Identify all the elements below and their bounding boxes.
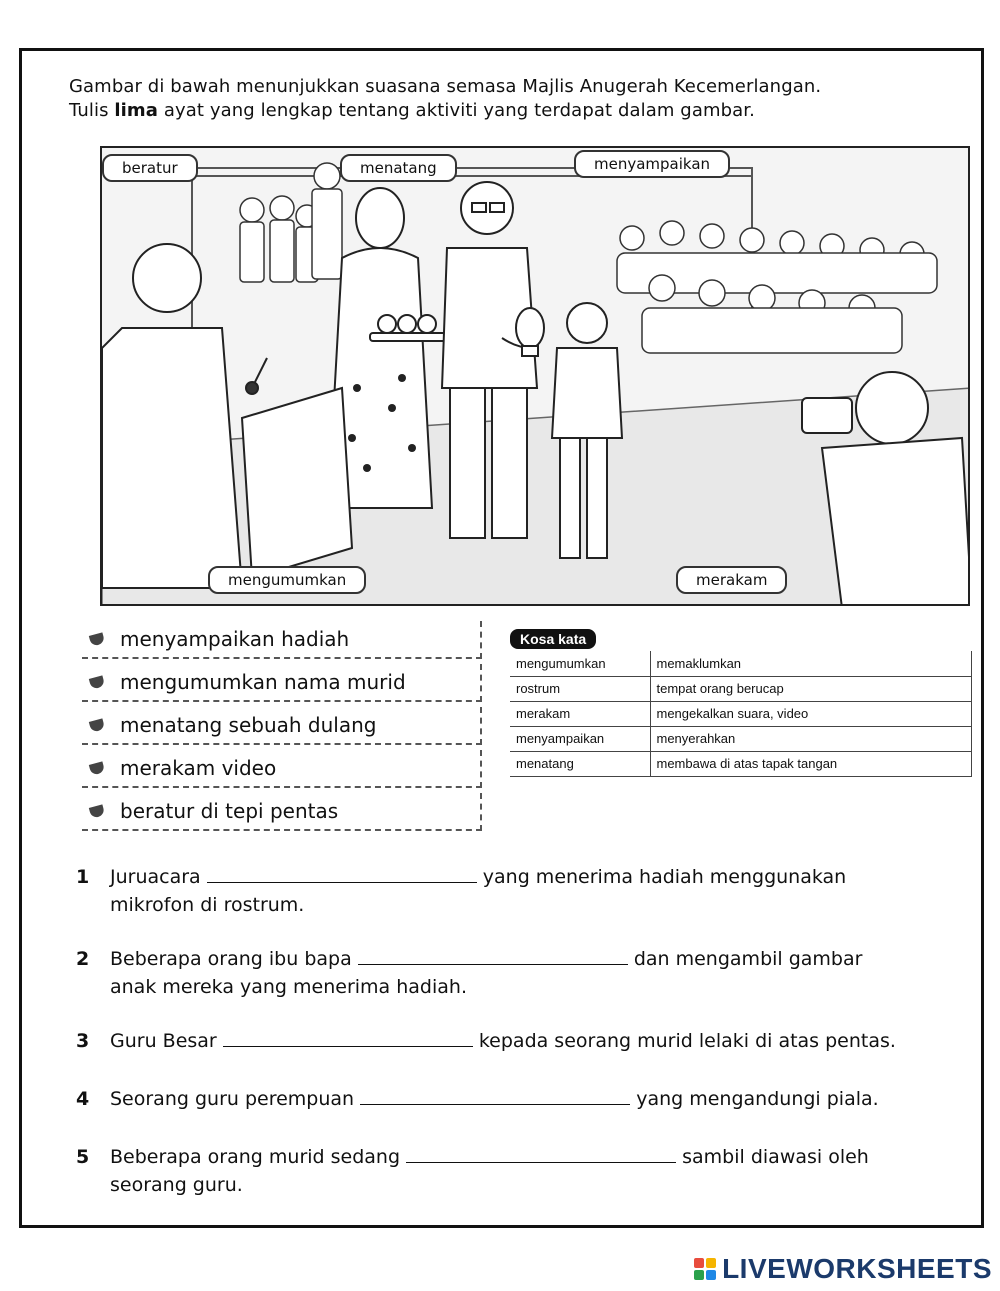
worksheet-frame bbox=[19, 48, 984, 1228]
question-3 bbox=[76, 1027, 976, 1055]
word-text: mengumumkan nama murid bbox=[120, 670, 406, 694]
question-text: Beberapa orang murid sedang bbox=[110, 1146, 401, 1168]
brand-name: LIVEWORKSHEETS bbox=[722, 1253, 992, 1284]
question-text: seorang guru. bbox=[110, 1174, 243, 1196]
instruction-text: Tulis bbox=[69, 100, 115, 121]
vocabulary-table bbox=[510, 651, 972, 777]
question-text: Beberapa orang ibu bapa bbox=[110, 948, 352, 970]
question-text: yang menerima hadiah menggunakan bbox=[482, 866, 847, 888]
answer-blank-2[interactable] bbox=[358, 945, 628, 965]
question-5 bbox=[76, 1143, 976, 1199]
logo-square bbox=[706, 1258, 716, 1268]
word-text: merakam video bbox=[120, 756, 277, 780]
question-text: Seorang guru perempuan bbox=[110, 1088, 355, 1110]
question-number: 5 bbox=[76, 1146, 90, 1168]
word-list-item bbox=[82, 707, 482, 745]
illustration-label-menatang: menatang bbox=[340, 154, 457, 182]
word-list-item bbox=[82, 664, 482, 702]
table-row bbox=[510, 751, 972, 776]
vocabulary-title: Kosa kata bbox=[510, 629, 596, 649]
question-number: 3 bbox=[76, 1030, 90, 1052]
vocabulary-term: merakam bbox=[510, 701, 650, 726]
instruction-emphasis: lima bbox=[114, 100, 159, 121]
illustration-label-beratur: beratur bbox=[102, 154, 198, 182]
instructions bbox=[69, 75, 969, 123]
bullet-icon bbox=[89, 761, 105, 775]
vocabulary-definition: membawa di atas tapak tangan bbox=[650, 751, 972, 776]
question-4 bbox=[76, 1085, 976, 1113]
answer-blank-3[interactable] bbox=[223, 1027, 473, 1047]
question-1 bbox=[76, 863, 976, 919]
answer-blank-5[interactable] bbox=[406, 1143, 676, 1163]
instruction-line-1: Gambar di bawah menunjukkan suasana semasa Majlis Anugerah Kecemerlangan. bbox=[69, 76, 822, 97]
instruction-text: ayat yang lengkap tentang aktiviti yang terdapat dalam gambar. bbox=[158, 100, 755, 121]
illustration-label-mengumumkan: mengumumkan bbox=[208, 566, 366, 594]
word-list-item bbox=[82, 750, 482, 788]
bullet-icon bbox=[89, 718, 105, 732]
question-text: kepada seorang murid lelaki di atas pentas. bbox=[478, 1030, 896, 1052]
word-list-item bbox=[82, 793, 482, 831]
vocabulary-box bbox=[510, 629, 972, 777]
vocabulary-term: rostrum bbox=[510, 676, 650, 701]
answer-blank-1[interactable] bbox=[207, 863, 477, 883]
table-row bbox=[510, 726, 972, 751]
ceremony-illustration bbox=[100, 146, 970, 606]
table-row bbox=[510, 676, 972, 701]
question-text: mikrofon di rostrum. bbox=[110, 894, 305, 916]
instruction-line-2 bbox=[69, 99, 969, 123]
question-text: Juruacara bbox=[110, 866, 201, 888]
liveworksheets-logo-icon bbox=[694, 1258, 716, 1280]
bullet-icon bbox=[89, 632, 105, 646]
question-text: Guru Besar bbox=[110, 1030, 217, 1052]
illustration-label-menyampaikan: menyampaikan bbox=[574, 150, 730, 178]
logo-square bbox=[706, 1270, 716, 1280]
liveworksheets-brand[interactable] bbox=[694, 1253, 992, 1285]
question-list bbox=[76, 863, 976, 1199]
question-text: dan mengambil gambar bbox=[633, 948, 863, 970]
vocabulary-definition: mengekalkan suara, video bbox=[650, 701, 972, 726]
vocabulary-term: menatang bbox=[510, 751, 650, 776]
vocabulary-term: menyampaikan bbox=[510, 726, 650, 751]
question-2 bbox=[76, 945, 976, 1001]
answer-blank-4[interactable] bbox=[360, 1085, 630, 1105]
vocabulary-definition: menyerahkan bbox=[650, 726, 972, 751]
bullet-icon bbox=[89, 675, 105, 689]
logo-square bbox=[694, 1270, 704, 1280]
question-text: yang mengandungi piala. bbox=[636, 1088, 879, 1110]
question-number: 2 bbox=[76, 948, 90, 970]
question-text: anak mereka yang menerima hadiah. bbox=[110, 976, 467, 998]
question-number: 1 bbox=[76, 866, 90, 888]
vocabulary-definition: tempat orang berucap bbox=[650, 676, 972, 701]
bullet-icon bbox=[89, 804, 105, 818]
vocabulary-definition: memaklumkan bbox=[650, 651, 972, 676]
question-number: 4 bbox=[76, 1088, 90, 1110]
word-text: menyampaikan hadiah bbox=[120, 627, 350, 651]
vocabulary-term: mengumumkan bbox=[510, 651, 650, 676]
question-text: sambil diawasi oleh bbox=[682, 1146, 869, 1168]
ceremony-scene-drawing bbox=[102, 148, 970, 606]
word-list-item bbox=[82, 621, 482, 659]
table-row bbox=[510, 701, 972, 726]
logo-square bbox=[694, 1258, 704, 1268]
illustration-label-merakam: merakam bbox=[676, 566, 787, 594]
word-list bbox=[82, 621, 482, 836]
table-row bbox=[510, 651, 972, 676]
word-text: menatang sebuah dulang bbox=[120, 713, 377, 737]
word-text: beratur di tepi pentas bbox=[120, 799, 339, 823]
